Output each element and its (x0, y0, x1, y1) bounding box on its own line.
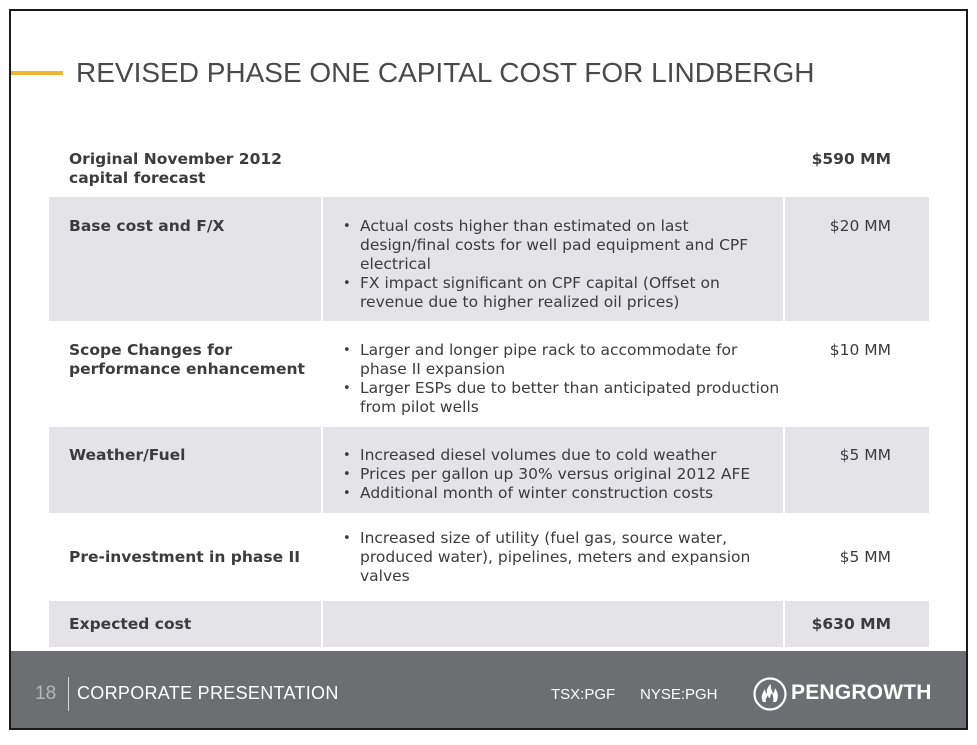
list-item: • Additional month of winter construction costs (341, 484, 783, 503)
table-row (49, 513, 929, 601)
row-label: Pre-investment in phase II (69, 547, 301, 566)
row-label: Base cost and F/X (69, 217, 225, 235)
row-label: Original November 2012 capital forecast (69, 150, 282, 187)
row-label: Weather/Fuel (69, 446, 186, 464)
row-amount: $590 MM (811, 150, 891, 168)
list-item: • Increased diesel volumes due to cold weather (341, 446, 783, 465)
row-details (321, 197, 785, 321)
logo-text: PENGROWTH (791, 681, 932, 704)
row-amount: $20 MM (829, 217, 891, 235)
slide-title: REVISED PHASE ONE CAPITAL COST FOR LINDBERGH (76, 57, 815, 88)
table-row (49, 321, 929, 427)
row-details (321, 601, 785, 647)
list-item: • Prices per gallon up 30% versus original 2012 AFE (341, 465, 783, 484)
table-row (49, 427, 929, 513)
row-details (299, 150, 785, 197)
table-row (49, 601, 929, 647)
slide (9, 9, 968, 730)
footer-divider (68, 677, 69, 711)
list-item: • Increased size of utility (fuel gas, source water, produced water), pipelines, meters and expansion valves (341, 529, 785, 586)
row-details (321, 529, 785, 586)
slide-footer (11, 651, 968, 730)
row-details (321, 427, 785, 513)
table-row (49, 197, 929, 321)
flame-icon (753, 677, 787, 711)
list-item: • Larger and longer pipe rack to accommodate for phase II expansion (341, 341, 785, 379)
list-item: • Actual costs higher than estimated on last design/final costs for well pad equipment and CPF electrical (341, 217, 783, 274)
row-label: Scope Changes for performance enhancement (69, 341, 305, 378)
row-amount: $5 MM (839, 446, 891, 464)
row-details (321, 341, 785, 427)
row-amount: $5 MM (839, 547, 891, 566)
row-amount: $10 MM (829, 341, 891, 359)
row-label: Expected cost (69, 614, 192, 633)
ticker-tsx: TSX:PGF (551, 686, 616, 703)
company-logo (753, 676, 953, 712)
title-accent-bar (11, 71, 63, 75)
footer-label: CORPORATE PRESENTATION (77, 683, 339, 703)
cost-table (49, 133, 929, 647)
row-amount: $630 MM (811, 614, 891, 633)
ticker-nyse: NYSE:PGH (640, 686, 718, 703)
page-number: 18 (35, 683, 57, 704)
table-row (49, 133, 929, 197)
list-item: • FX impact significant on CPF capital (Offset on revenue due to higher realized oil prices) (341, 274, 783, 312)
list-item: • Larger ESPs due to better than anticipated production from pilot wells (341, 379, 785, 417)
